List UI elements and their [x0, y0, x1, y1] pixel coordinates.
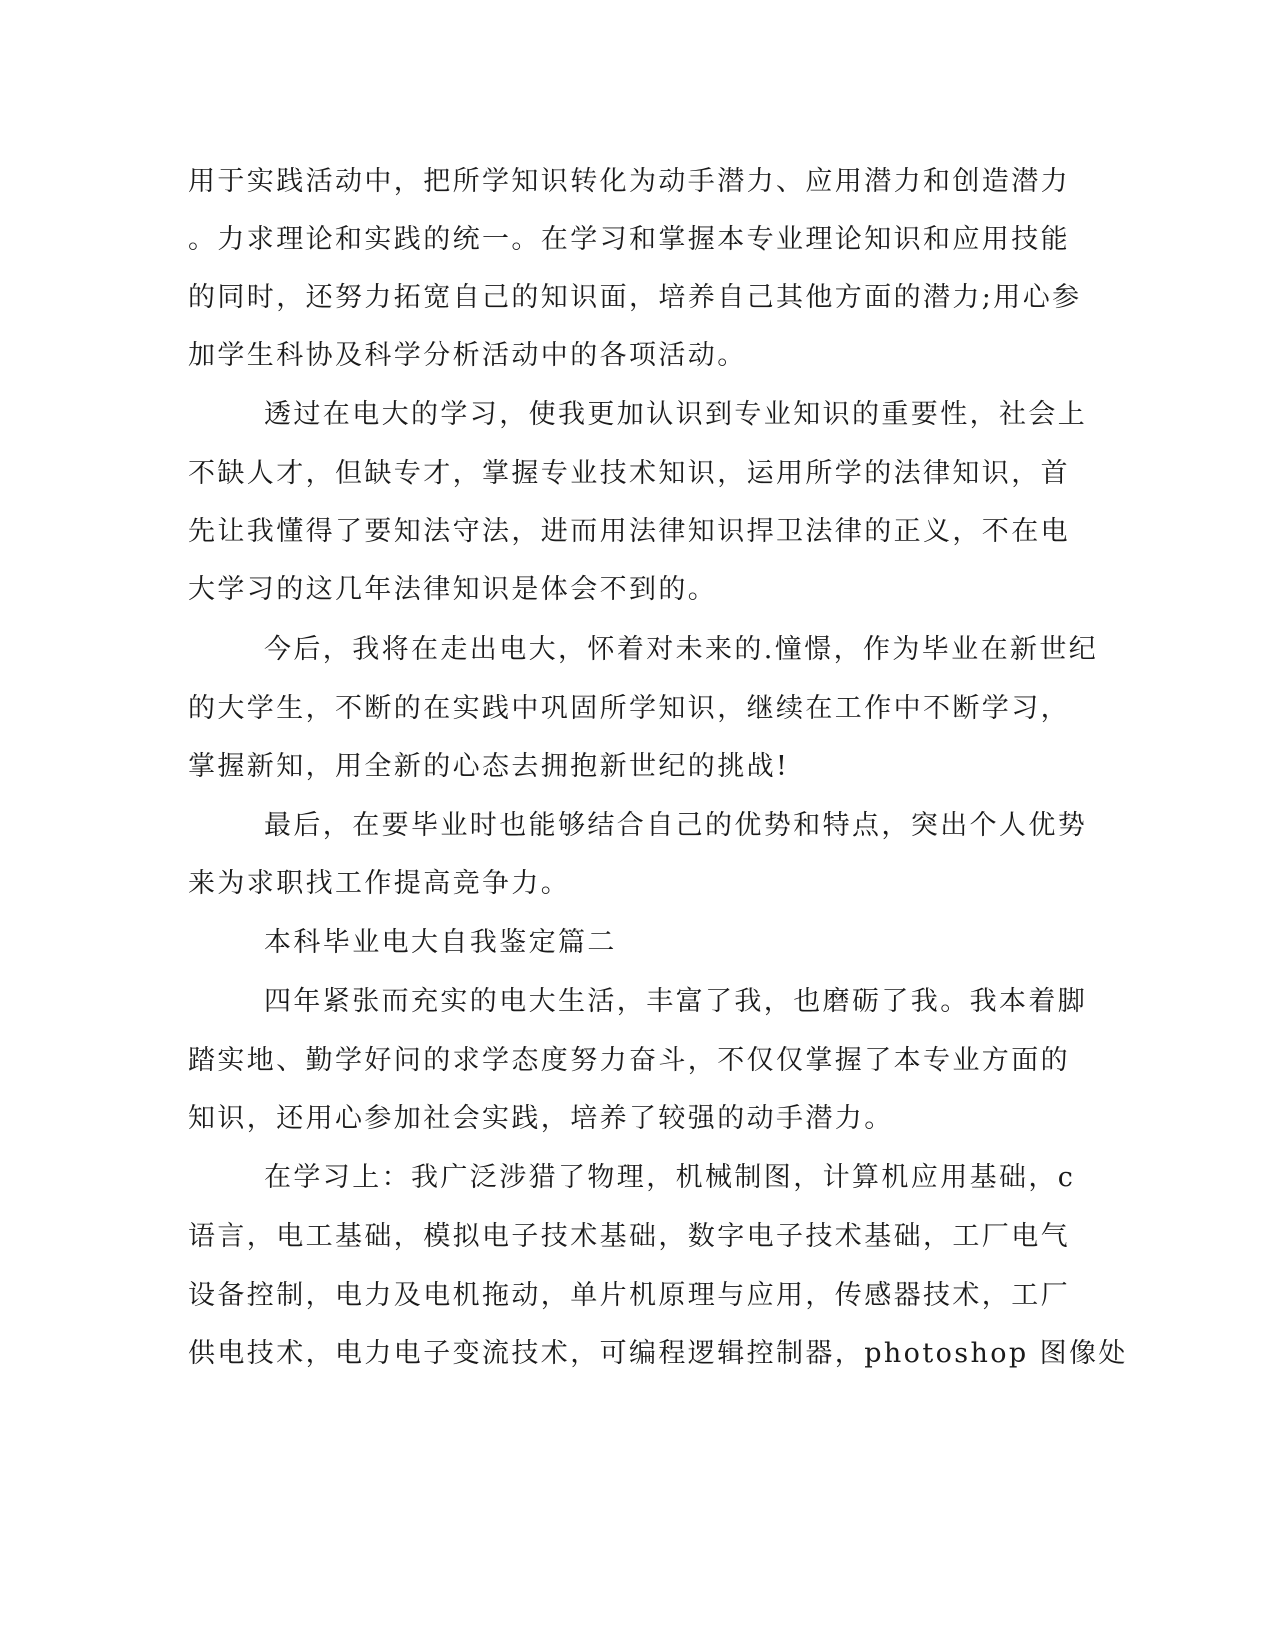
- text-line: 设备控制，电力及电机拖动，单片机原理与应用，传感器技术，工厂: [188, 1280, 1070, 1311]
- paragraph-first-line: 四年紧张而充实的电大生活，丰富了我，也磨砺了我。我本着脚: [264, 986, 1088, 1017]
- text-line: 踏实地、勤学好问的求学态度努力奋斗，不仅仅掌握了本专业方面的: [188, 1045, 1070, 1076]
- text-line: 加学生科协及科学分析活动中的各项活动。: [188, 340, 747, 371]
- paragraph-first-line: 今后，我将在走出电大，怀着对未来的.憧憬，作为毕业在新世纪: [264, 634, 1099, 665]
- section-heading: 本科毕业电大自我鉴定篇二: [264, 927, 617, 958]
- text-line: 用于实践活动中，把所学知识转化为动手潜力、应用潜力和创造潜力: [188, 166, 1070, 197]
- paragraph-first-line: 最后，在要毕业时也能够结合自己的优势和特点，突出个人优势: [264, 810, 1088, 841]
- text-line: 先让我懂得了要知法守法，进而用法律知识捍卫法律的正义，不在电: [188, 516, 1070, 547]
- text-line: 大学习的这几年法律知识是体会不到的。: [188, 574, 718, 605]
- text-line: 的大学生，不断的在实践中巩固所学知识，继续在工作中不断学习，: [188, 693, 1070, 724]
- paragraph-first-line: 透过在电大的学习，使我更加认识到专业知识的重要性，社会上: [264, 399, 1088, 430]
- text-line: 供电技术，电力电子变流技术，可编程逻辑控制器，photoshop 图像处: [188, 1338, 1128, 1369]
- text-line: 不缺人才，但缺专才，掌握专业技术知识，运用所学的法律知识，首: [188, 458, 1070, 489]
- text-line: 来为求职找工作提高竞争力。: [188, 868, 571, 899]
- paragraph-first-line: 在学习上：我广泛涉猎了物理，机械制图，计算机应用基础，c: [264, 1162, 1076, 1193]
- text-line: 知识，还用心参加社会实践，培养了较强的动手潜力。: [188, 1103, 894, 1134]
- text-line: 的同时，还努力拓宽自己的知识面，培养自己其他方面的潜力;用心参: [188, 282, 1082, 313]
- text-line: 掌握新知，用全新的心态去拥抱新世纪的挑战!: [188, 751, 790, 782]
- text-line: 语言，电工基础，模拟电子技术基础，数字电子技术基础，工厂电气: [188, 1221, 1070, 1252]
- text-line: 。力求理论和实践的统一。在学习和掌握本专业理论知识和应用技能: [188, 224, 1070, 255]
